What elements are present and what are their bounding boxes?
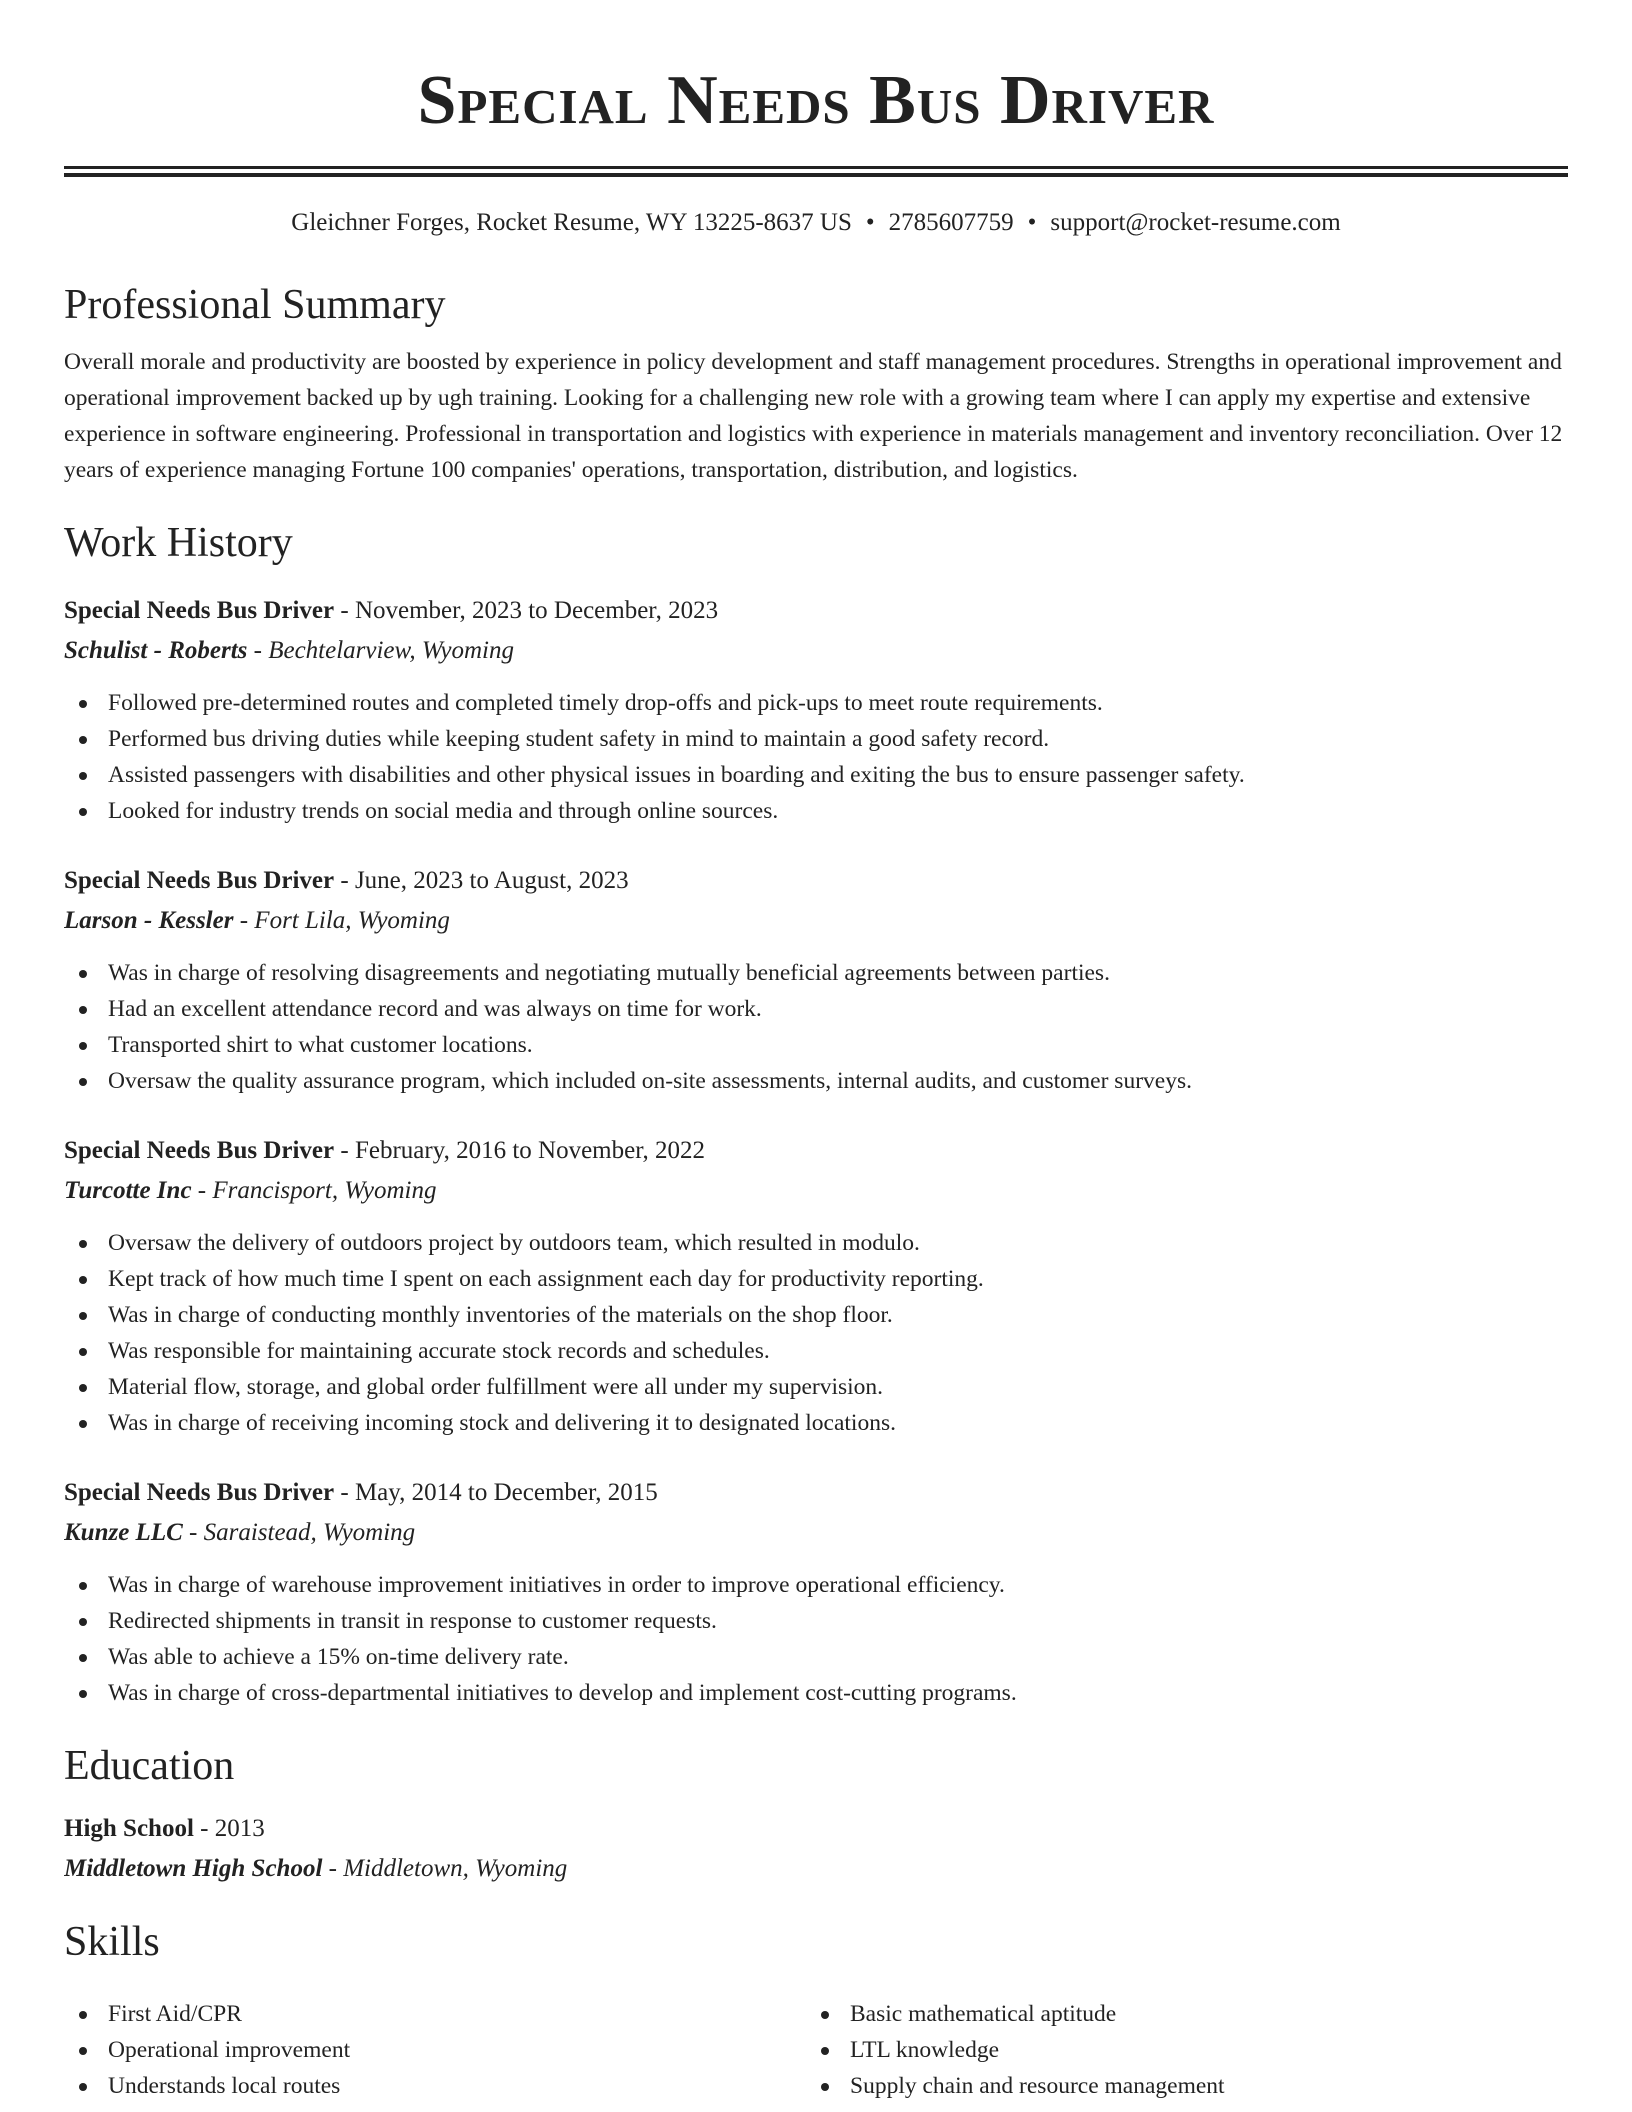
degree-line bbox=[64, 1809, 1568, 1849]
job-entry bbox=[64, 1473, 1568, 1711]
job-entry bbox=[64, 1131, 1568, 1441]
job-entry bbox=[64, 591, 1568, 829]
job-bullet: Was in charge of receiving incoming stock and delivering it to designated locations. bbox=[64, 1405, 1568, 1441]
skill-item: Supply chain and resource management bbox=[806, 2068, 1548, 2104]
job-location: - Fort Lila, Wyoming bbox=[233, 906, 450, 934]
job-company: Kunze LLC bbox=[64, 1518, 183, 1546]
graduation-year: - 2013 bbox=[193, 1815, 265, 1843]
job-location: - Francisport, Wyoming bbox=[191, 1176, 437, 1204]
job-title: Special Needs Bus Driver bbox=[64, 866, 335, 894]
skill-item: First Aid/CPR bbox=[64, 1996, 806, 2032]
job-bullet: Was able to achieve a 15% on-time delivery rate. bbox=[64, 1639, 1568, 1675]
job-company-line bbox=[64, 1171, 1568, 1211]
contact-line bbox=[64, 208, 1568, 238]
contact-email: support@rocket-resume.com bbox=[1050, 209, 1341, 236]
job-bullet: Performed bus driving duties while keeping student safety in mind to maintain a good safety record. bbox=[64, 721, 1568, 757]
school-line bbox=[64, 1849, 1568, 1889]
job-bullet: Was in charge of conducting monthly inventories of the materials on the shop floor. bbox=[64, 1297, 1568, 1333]
contact-address: Gleichner Forges, Rocket Resume, WY 13225-8637 US bbox=[291, 209, 852, 236]
job-title-line bbox=[64, 1473, 1568, 1513]
job-bullet: Transported shirt to what customer locations. bbox=[64, 1027, 1568, 1063]
school-name: Middletown High School bbox=[64, 1855, 323, 1883]
education-entry bbox=[64, 1809, 1568, 1889]
skills-columns bbox=[64, 1982, 1568, 2104]
skill-item: Basic mathematical aptitude bbox=[806, 1996, 1548, 2032]
job-bullet: Redirected shipments in transit in response to customer requests. bbox=[64, 1603, 1568, 1639]
skills-heading: Skills bbox=[64, 1919, 160, 1966]
resume-page bbox=[64, 0, 1568, 2112]
job-bullets bbox=[64, 955, 1568, 1099]
job-title-line bbox=[64, 861, 1568, 901]
job-company-line bbox=[64, 901, 1568, 941]
skills-left-column bbox=[64, 1996, 806, 2104]
job-location: - Saraistead, Wyoming bbox=[182, 1518, 416, 1546]
job-bullet: Assisted passengers with disabilities and other physical issues in boarding and exiting the bus to ensure passenger safety. bbox=[64, 757, 1568, 793]
job-bullet: Followed pre-determined routes and completed timely drop-offs and pick-ups to meet route requirements. bbox=[64, 685, 1568, 721]
job-bullets bbox=[64, 685, 1568, 829]
contact-separator: • bbox=[1027, 209, 1037, 236]
school-location: - Middletown, Wyoming bbox=[322, 1855, 568, 1883]
summary-heading: Professional Summary bbox=[64, 282, 446, 328]
job-company: Larson - Kessler bbox=[64, 906, 234, 934]
job-company: Turcotte Inc bbox=[64, 1176, 192, 1204]
job-dates: - June, 2023 to August, 2023 bbox=[334, 866, 629, 894]
job-title-line bbox=[64, 1131, 1568, 1171]
education-heading: Education bbox=[64, 1742, 235, 1789]
job-bullet: Had an excellent attendance record and was always on time for work. bbox=[64, 991, 1568, 1027]
job-bullets bbox=[64, 1225, 1568, 1441]
contact-separator: • bbox=[865, 209, 875, 236]
job-dates: - May, 2014 to December, 2015 bbox=[334, 1478, 658, 1506]
title-double-rule bbox=[64, 166, 1568, 177]
job-title-line bbox=[64, 591, 1568, 631]
work-history-heading: Work History bbox=[64, 520, 293, 567]
job-bullet: Oversaw the quality assurance program, which included on-site assessments, internal audits, and customer surveys. bbox=[64, 1063, 1568, 1099]
skill-item: LTL knowledge bbox=[806, 2032, 1548, 2068]
job-bullet: Was responsible for maintaining accurate stock records and schedules. bbox=[64, 1333, 1568, 1369]
job-location: - Bechtelarview, Wyoming bbox=[247, 636, 514, 664]
skills-right-column bbox=[806, 1996, 1548, 2104]
job-bullet: Looked for industry trends on social media and through online sources. bbox=[64, 793, 1568, 829]
job-company-line bbox=[64, 631, 1568, 671]
job-title: Special Needs Bus Driver bbox=[64, 596, 335, 624]
job-dates: - February, 2016 to November, 2022 bbox=[334, 1136, 706, 1164]
job-bullet: Kept track of how much time I spent on each assignment each day for productivity reporting. bbox=[64, 1261, 1568, 1297]
job-company-line bbox=[64, 1513, 1568, 1553]
skill-item: Operational improvement bbox=[64, 2032, 806, 2068]
contact-phone: 2785607759 bbox=[888, 209, 1014, 236]
job-title: Special Needs Bus Driver bbox=[64, 1136, 335, 1164]
resume-title: Special Needs Bus Driver bbox=[417, 62, 1215, 139]
summary-text: Overall morale and productivity are boosted by experience in policy development and staff management procedures. Strengths in operational improvement and operational improvement backed up by ugh training. Looking for a challenging new role with a growing team where I can apply my expertise and extensive experience in software engineering. Professional in transportation and logistics with experience in materials management and inventory reconciliation. Over 12 years of experience managing Fortune 100 companies' operations, transportation, distribution, and logistics. bbox=[64, 349, 1563, 484]
skill-item: Understands local routes bbox=[64, 2068, 806, 2104]
job-bullet: Was in charge of resolving disagreements and negotiating mutually beneficial agreements between parties. bbox=[64, 955, 1568, 991]
job-bullet: Material flow, storage, and global order fulfillment were all under my supervision. bbox=[64, 1369, 1568, 1405]
degree: High School bbox=[64, 1815, 194, 1843]
job-bullet: Was in charge of cross-departmental initiatives to develop and implement cost-cutting programs. bbox=[64, 1675, 1568, 1711]
job-bullet: Was in charge of warehouse improvement initiatives in order to improve operational efficiency. bbox=[64, 1567, 1568, 1603]
job-bullet: Oversaw the delivery of outdoors project by outdoors team, which resulted in modulo. bbox=[64, 1225, 1568, 1261]
job-title: Special Needs Bus Driver bbox=[64, 1478, 335, 1506]
job-dates: - November, 2023 to December, 2023 bbox=[334, 596, 719, 624]
job-company: Schulist - Roberts bbox=[64, 636, 248, 664]
job-entry bbox=[64, 861, 1568, 1099]
job-bullets bbox=[64, 1567, 1568, 1711]
